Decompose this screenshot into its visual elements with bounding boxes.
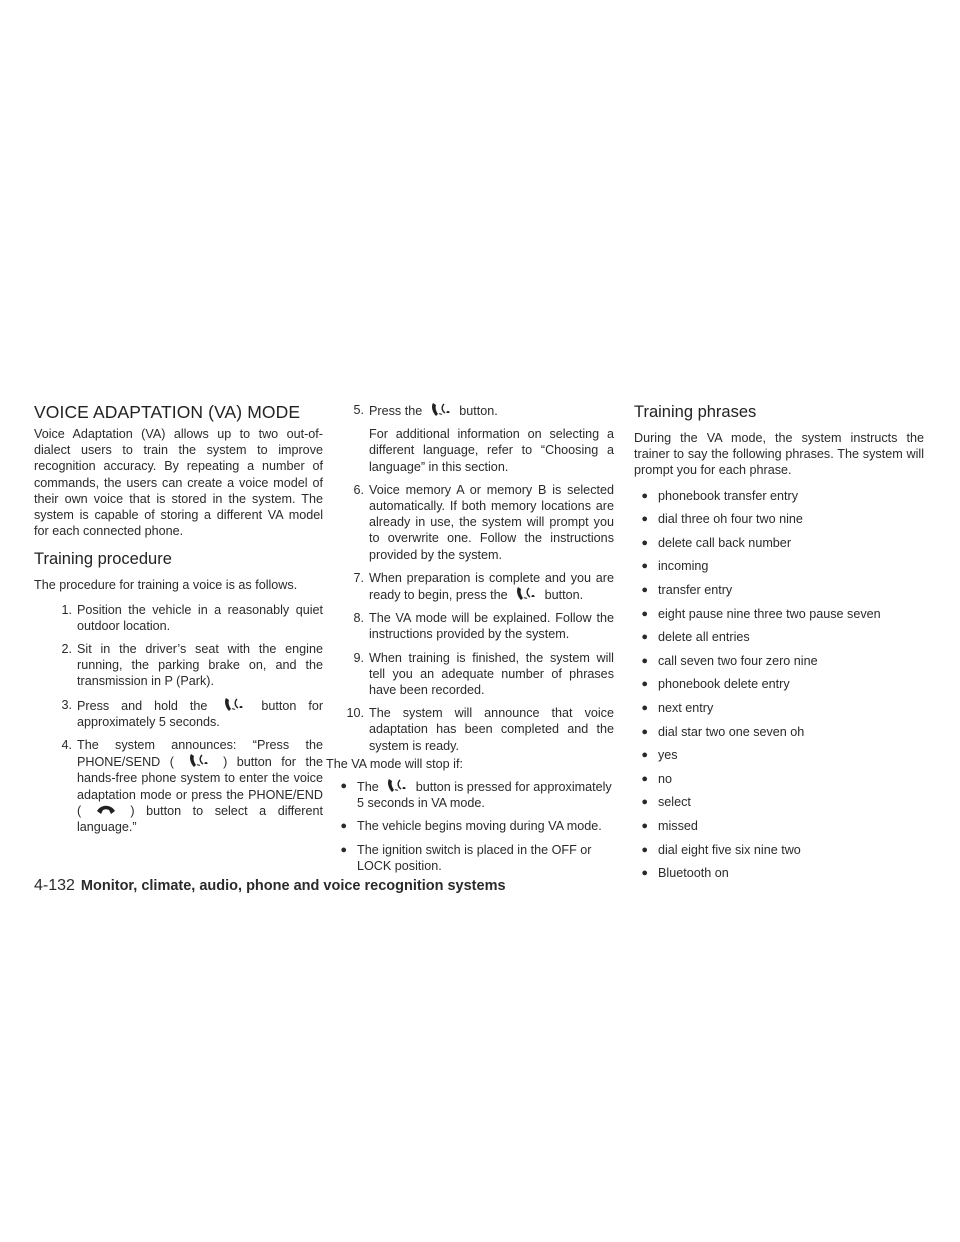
- stop-condition-text: The ignition switch is placed in the OFF or LOCK position.: [357, 842, 592, 873]
- phone-send-voice-icon: [188, 753, 210, 769]
- bullet: ●: [641, 560, 648, 573]
- training-procedure-heading: Training procedure: [34, 550, 172, 569]
- step-text: [77, 737, 323, 835]
- step-text: [369, 570, 614, 603]
- phrase-item: [634, 865, 924, 881]
- step-text: The system will announce that voice adaptation has been completed and the system is ready.: [369, 706, 614, 753]
- phrase-item: [634, 747, 924, 763]
- phrase-text: Bluetooth on: [658, 866, 729, 881]
- bullet: ●: [340, 843, 347, 856]
- bullet: ●: [641, 772, 648, 785]
- step-text-post: button for approximately 5 seconds.: [77, 698, 324, 729]
- page-footer: [34, 877, 506, 895]
- phrase-item: [634, 558, 924, 574]
- step-7: [326, 570, 614, 603]
- chapter-title: Monitor, climate, audio, phone and voice recognition systems: [80, 878, 506, 894]
- step-text-post: button.: [459, 404, 498, 418]
- step-text-pre: Press and hold the: [77, 698, 208, 713]
- phone-end-icon: [95, 803, 117, 817]
- phrase-item: [634, 488, 924, 504]
- stop-condition-item: [326, 778, 614, 811]
- phrase-text: select: [658, 795, 691, 810]
- step-text-pre: Press the: [369, 404, 423, 418]
- bullet: ●: [641, 678, 648, 691]
- column-left: [34, 402, 323, 842]
- phrase-text: phonebook delete entry: [658, 677, 790, 692]
- step-10: [326, 705, 614, 754]
- step-number: 6.: [353, 482, 364, 497]
- phrase-text: phonebook transfer entry: [658, 488, 799, 503]
- phrase-item: [634, 676, 924, 692]
- step-text-pre: When preparation is complete and you are ready to begin, press the: [369, 570, 614, 603]
- phrase-item: [634, 724, 924, 740]
- training-phrases-intro: During the VA mode, the system instructs the trainer to say the following phrases. The system will prompt you for each phrase.: [634, 431, 924, 478]
- step-text-part-2: ) button for the hands-free phone system to enter the voice adaptation mode or press the PHONE/END (: [77, 755, 324, 818]
- step-5-note: For additional information on selecting a different language, refer to “Choosing a language” in this section.: [369, 427, 614, 474]
- step-number: 5.: [353, 403, 364, 417]
- page-number: 4-132: [34, 877, 75, 894]
- phrase-item: [634, 700, 924, 716]
- bullet: ●: [641, 749, 648, 762]
- bullet: ●: [641, 701, 648, 714]
- step-text: Position the vehicle in a reasonably quiet outdoor location.: [77, 602, 323, 633]
- step-text-post: button.: [544, 588, 584, 603]
- step-9: [326, 650, 614, 699]
- phrase-text: yes: [658, 748, 678, 763]
- phrase-text: incoming: [658, 559, 709, 574]
- phrase-text: next entry: [658, 700, 714, 715]
- step-1: [34, 602, 323, 634]
- bullet: ●: [641, 513, 648, 526]
- step-2: [34, 641, 323, 690]
- step-number: 2.: [61, 642, 72, 657]
- phrase-item: [634, 653, 924, 669]
- step-text: When training is finished, the system will tell you an adequate number of phrases have been recorded.: [369, 650, 614, 698]
- step-4: [34, 737, 323, 835]
- stop-condition-item: [326, 818, 614, 834]
- column-right: [634, 402, 924, 889]
- phone-send-voice-icon: [223, 697, 245, 713]
- column-middle: [326, 402, 614, 881]
- bullet: ●: [641, 654, 648, 667]
- stop-condition-pre: The: [357, 780, 379, 795]
- phrase-item: [634, 842, 924, 858]
- bullet: ●: [641, 583, 648, 596]
- step-text: The VA mode will be explained. Follow the instructions provided by the system.: [369, 611, 614, 642]
- step-text: [77, 697, 323, 730]
- phrase-text: transfer entry: [658, 582, 733, 597]
- step-3: [34, 697, 323, 730]
- bullet: ●: [641, 536, 648, 549]
- step-number: 1.: [61, 602, 72, 617]
- bullet: ●: [641, 607, 648, 620]
- phrase-text: call seven two four zero nine: [658, 653, 818, 668]
- phrase-text: delete all entries: [658, 630, 750, 645]
- step-number: 9.: [353, 650, 364, 665]
- phone-send-voice-icon: [515, 586, 537, 602]
- phrase-text: no: [658, 771, 673, 786]
- phone-send-voice-icon: [430, 402, 452, 418]
- step-text: Voice memory A or memory B is selected automatically. If both memory locations are already in use, the system will prompt you to overwrite one. Follow the instructions provided by the system.: [369, 482, 614, 562]
- section-title: VOICE ADAPTATION (VA) MODE: [34, 402, 301, 422]
- step-number: 10.: [346, 706, 364, 721]
- phrase-item: [634, 535, 924, 551]
- phrase-text: missed: [658, 818, 698, 833]
- step-number: 4.: [61, 738, 72, 753]
- step-6: [326, 482, 614, 563]
- phrase-item: [634, 629, 924, 645]
- bullet: ●: [641, 489, 648, 502]
- step-number: 7.: [353, 570, 364, 585]
- step-text: [369, 402, 614, 419]
- step-number: 3.: [61, 697, 72, 712]
- phrase-list: [634, 488, 924, 882]
- step-text-part-1: The system announces: “Press the PHONE/SEND (: [77, 738, 323, 770]
- training-procedure-intro: The procedure for training a voice is as follows.: [34, 578, 298, 593]
- phrase-text: dial eight five six nine two: [658, 842, 801, 857]
- stop-condition-text: The vehicle begins moving during VA mode.: [357, 819, 602, 834]
- step-text: Sit in the driver’s seat with the engine running, the parking brake on, and the transmission in P (Park).: [77, 642, 323, 689]
- stop-condition-item: [326, 842, 614, 874]
- bullet: ●: [641, 725, 648, 738]
- bullet: ●: [641, 819, 648, 832]
- phrase-text: dial star two one seven oh: [658, 724, 805, 739]
- stop-condition-text: [357, 778, 614, 811]
- stop-conditions-intro: The VA mode will stop if:: [326, 756, 463, 771]
- training-phrases-heading: Training phrases: [634, 403, 757, 421]
- step-number: 8.: [353, 611, 364, 626]
- phrase-item: [634, 606, 924, 622]
- step-5: [326, 402, 614, 419]
- phone-send-voice-icon: [386, 778, 408, 794]
- phrase-text: dial three oh four two nine: [658, 512, 803, 527]
- stop-condition-post: button is pressed for approximately 5 seconds in VA mode.: [357, 780, 612, 811]
- phrase-item: [634, 511, 924, 527]
- bullet: ●: [641, 867, 648, 880]
- bullet: ●: [340, 780, 347, 793]
- bullet: ●: [340, 820, 347, 833]
- section-intro: Voice Adaptation (VA) allows up to two out-of-dialect users to train the system to improve recognition accuracy. By repeating a number of commands, the users can create a voice model of their own voice that is stored in the system. The system is capable of storing a different VA model for each connected phone.: [34, 427, 323, 539]
- phrase-item: [634, 818, 924, 834]
- phrase-text: eight pause nine three two pause seven: [658, 606, 881, 621]
- step-8: [326, 610, 614, 642]
- bullet: ●: [641, 796, 648, 809]
- phrase-item: [634, 794, 924, 810]
- step-text-part-3: ) button to select a different language.”: [77, 803, 324, 835]
- phrase-text: delete call back number: [658, 535, 792, 550]
- bullet: ●: [641, 631, 648, 644]
- phrase-item: [634, 771, 924, 787]
- bullet: ●: [641, 843, 648, 856]
- phrase-item: [634, 582, 924, 598]
